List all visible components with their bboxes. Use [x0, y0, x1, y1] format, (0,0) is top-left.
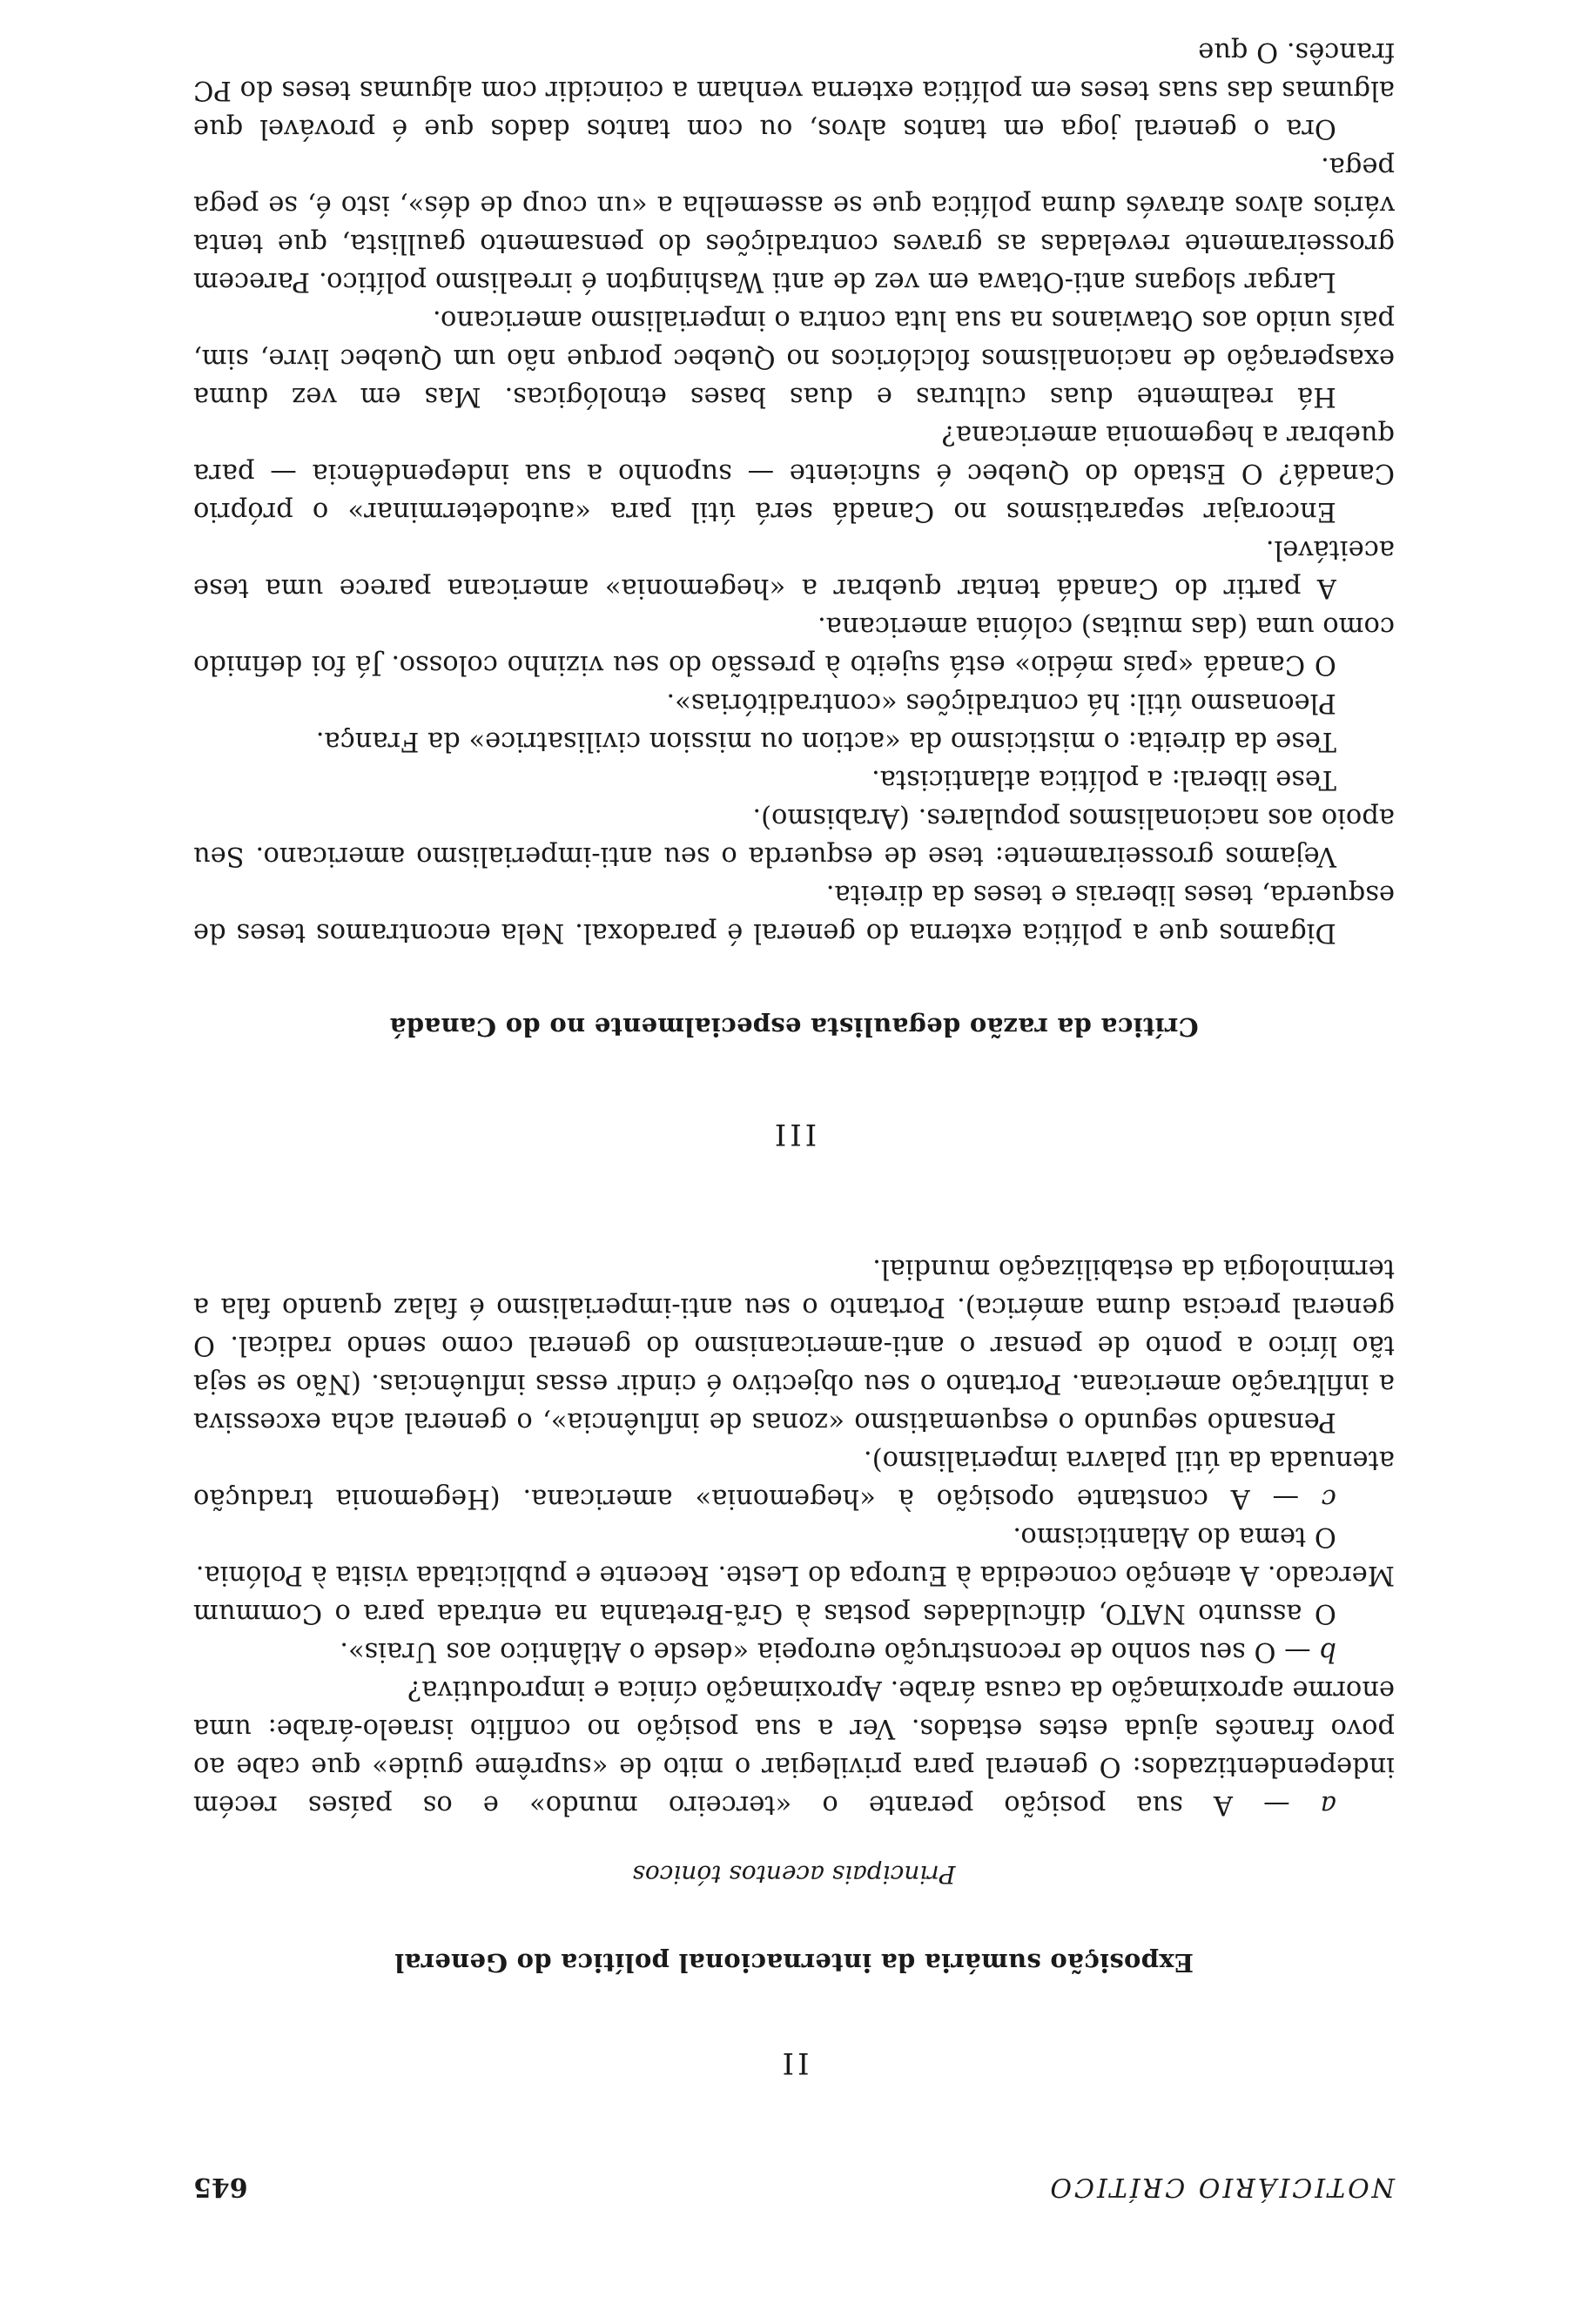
paragraph-slogans: Largar slogans anti-Otawa em vez de anti Washington é irrealismo político. Parecem grosseiramente reveladas as graves contradições do pensamento gaullista, que tenta vários alvos através duma política que se assemelha a «un coup de dés», isto é, se pega pega.: [193, 151, 1395, 297]
paragraph-left-thesis: Vejamos grosseiramente: tese de esquerda o seu anti-imperialismo americano. Seu apoio aos nacionalismos populares. (Arabismo).: [193, 803, 1395, 871]
section-numeral-ii: II: [778, 2045, 810, 2080]
paragraph-pleonasm: Pleonasmo útil: há contradições «contraditórias».: [666, 688, 1336, 718]
section-ii-title: Exposição sumária da internacional política do General: [394, 1948, 1194, 1978]
section-iii-title: Crítica da razão degaulista especialmente no do Canadá: [389, 1012, 1199, 1042]
paragraph-hegemony-thesis: A partir do Canadá tentar quebrar a «hegemonia» americana parece uma tese aceitável.: [193, 534, 1395, 603]
running-head-title: NOTICIÁRIO CRÍTICO: [1047, 2172, 1395, 2202]
page-number: 645: [193, 2172, 248, 2202]
section-numeral-iii: III: [770, 1117, 818, 1152]
paragraph-a-text: — A sua posição perante o «terceiro mundo» e os países recém independentizados: O general para privilegiar o mito de «suprême guide» que cabe ao povo francês ajuda estes estados. Ver a sua posição no conflito israelo-árabe: uma enorme aproximação da causa árabe. Aproximação cínica e improdutiva?: [193, 1675, 1395, 1820]
section-iii-body: [193, 32, 1395, 951]
section-ii-body: [193, 1249, 1395, 1824]
item-letter-c: c: [1321, 1483, 1336, 1514]
paragraph-b-text: — O seu sonho de reconstrução europeia «desde o Atlântico aos Urais».: [340, 1636, 1320, 1667]
item-letter-a: a: [1320, 1790, 1336, 1820]
page-content: [193, 32, 1395, 2202]
paragraph-paradox: Digamos que a política externa do general é paradoxal. Nela encontramos teses de esquerda, teses liberais e teses da direita.: [193, 879, 1395, 948]
paragraph-liberal-thesis: Tese liberal: a política atlanticista.: [871, 764, 1336, 795]
paragraph-nato: O assunto NATO, dificuldades postas à Grã-Bretanha na entrada para o Commum Mercado. A atenção concedida à Europa do Leste. Recente e publicitada visita à Polónia.: [193, 1560, 1395, 1629]
running-head: [193, 2159, 1395, 2202]
paragraph-canada-middle: O Canadá «país médio» está sujeito à pressão do seu vizinho colosso. Já foi definido como uma (das muitas) colónia americana.: [193, 611, 1395, 680]
paragraph-a: [193, 1670, 1395, 1824]
paragraph-two-cultures: Há realmente duas culturas e duas bases etnológicas. Mas em vez duma exasperação de nacionalismos folclóricos no Quebec porque não um Quebec livre, sim, país unido aos Otawianos na sua luta contra o imperialismo americano.: [193, 305, 1395, 412]
paragraph-separatism: Encorajar separatismos no Canadá será útil para «autodeterminar» o próprio Canadá? O Estado do Quebec é suficiente — suponho a sua independência — para quebrar a hegemonia americana?: [193, 420, 1395, 527]
paragraph-b: [193, 1632, 1395, 1670]
section-ii-subtitle: Principais acentos tónicos: [632, 1860, 956, 1889]
paragraph-c-text: — A constante oposição à «hegemonia» americana. (Hegemonia tradução atenuada da útil palavra imperialismo).: [193, 1445, 1395, 1514]
paragraph-atlanticism: O tema do Atlanticismo.: [1013, 1521, 1336, 1552]
paragraph-many-targets: Ora o general joga em tantos alvos, ou com tantos dados que é provável que algumas das suas teses em política externa venham a coincidir com algumas teses do PC francês. O que: [193, 37, 1395, 144]
paragraph-influence-zones: Pensando segundo o esquematismo «zonas de influência», o general acha excessiva a infiltração americana. Portanto o seu objectivo é cindir essas influências. (Não se seja tão lírico a ponto de pensar o anti-americanismo do general como sendo radical. O general precisa duma américa). Portanto o seu anti-imperialismo é falaz quando fala a terminologia da estabilização mundial.: [193, 1253, 1395, 1437]
paragraph-c: [193, 1441, 1395, 1517]
paragraph-right-thesis: Tese da direita: o misticismo da «action ou mission civilisatrice» da França.: [315, 726, 1336, 756]
item-letter-b: b: [1319, 1636, 1336, 1667]
